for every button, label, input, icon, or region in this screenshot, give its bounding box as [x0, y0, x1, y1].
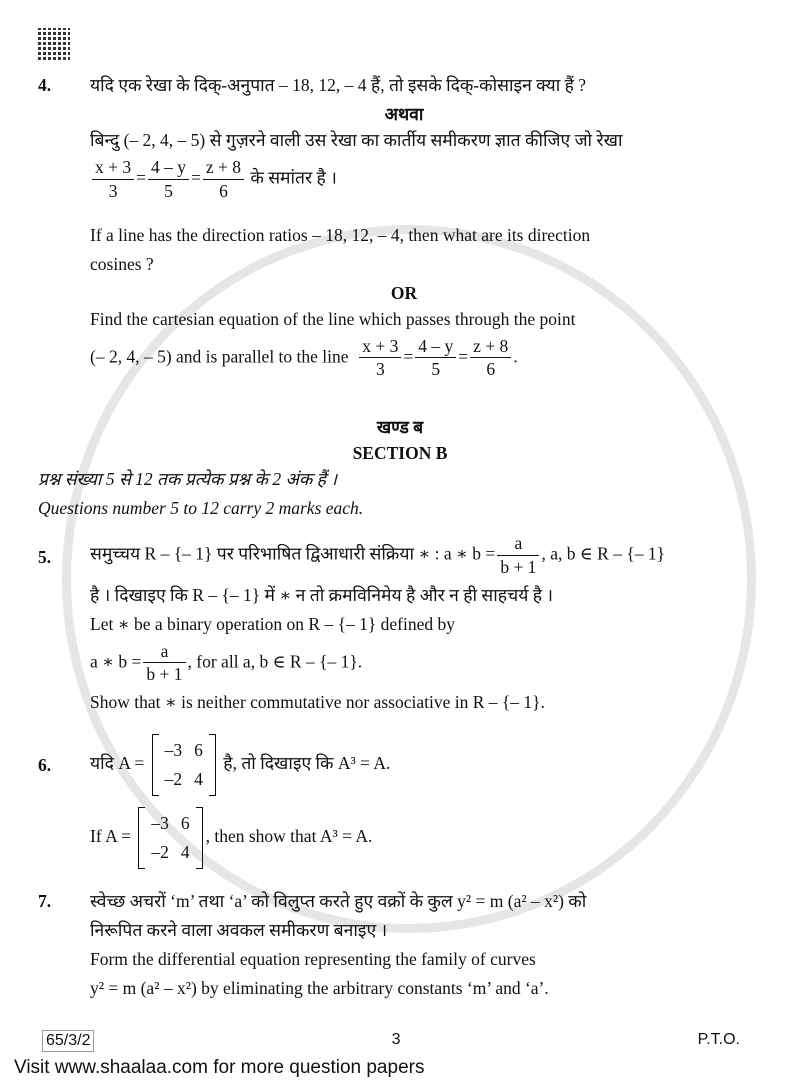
q5-english-3: Show that ∗ is neither commutative nor associative in R – {– 1}. [90, 692, 545, 712]
q6-english: If A = –3 6 –2 4 , then show that A³ = A. [90, 807, 718, 869]
section-note-english: Questions number 5 to 12 carry 2 marks each. [38, 498, 364, 518]
section-hindi: खण्ड ब [376, 417, 424, 437]
question-5 [38, 532, 718, 718]
question-7 [38, 888, 718, 1004]
paper-code: 65/3/2 [42, 1030, 94, 1052]
matrix-a: –3 6 –2 4 [138, 807, 202, 869]
section-title: SECTION B [352, 443, 448, 463]
q4-english-1: If a line has the direction ratios – 18, 12, – 4, then what are its direction [90, 224, 591, 245]
q4-hindi-or-1: बिन्दु (– 2, 4, – 5) से गुज़रने वाली उस रेखा का कार्तीय समीकरण ज्ञात कीजिए जो रेखा [90, 130, 623, 150]
q5-hindi-2: है । दिखाइए कि R – {– 1} में ∗ न तो क्रमविनिमेय है और न ही साहचर्य है । [90, 584, 554, 605]
page-number: 3 [391, 1031, 401, 1048]
section-note-hindi: प्रश्न संख्या 5 से 12 तक प्रत्येक प्रश्न के 2 अंक हैं । [38, 469, 337, 489]
q4-english-or-1: Find the cartesian equation of the line which passes through the point [90, 308, 576, 329]
q5-english-2: a ∗ b = $\frac{a}{b + 1}$ , for all a, b ∈ R – {– 1}. [90, 640, 363, 685]
q6-hindi: यदि A = –3 6 –2 4 है, तो दिखाइए कि A³ = A. [90, 734, 718, 796]
q7-hindi-2: निरूपित करने वाला अवकल समीकरण बनाइए । [90, 920, 388, 940]
question-number: 5. [38, 547, 52, 567]
question-4 [38, 72, 718, 384]
q4-english-2: cosines ? [90, 253, 154, 274]
question-number: 7. [38, 891, 52, 911]
visit-link[interactable]: Visit www.shaalaa.com for more question papers [14, 1057, 425, 1078]
or-label: OR [390, 282, 418, 303]
page-footer [42, 1030, 740, 1052]
q4-hindi-equation: $\frac{x + 3}{3}$ = $\frac{4 - y}{5}$ = $\frac{z + 8}{6}$ के समांतर है । [90, 156, 718, 203]
question-number: 4. [38, 75, 52, 95]
question-6 [38, 734, 718, 872]
q5-english-1: Let ∗ be a binary operation on R – {– 1} defined by [90, 613, 455, 634]
q4-english-or-2: (– 2, 4, – 5) and is parallel to the line $\frac{x + 3}{3}$ = $\frac{4 - y}{5}$ = $\frac{z + 8}{6}$ . [90, 335, 518, 380]
q7-english-2: y² = m (a² – x²) by eliminating the arbitrary constants ‘m’ and ‘a’. [90, 978, 549, 998]
question-number: 6. [38, 755, 52, 775]
athva-label: अथवा [384, 104, 424, 124]
q7-hindi-1: स्वेच्छ अचरों ‘m’ तथा ‘a’ को विलुप्त करते हुए वक्रों के कुल y² = m (a² – x²) को [90, 891, 587, 911]
q4-hindi: यदि एक रेखा के दिक्-अनुपात – 18, 12, – 4 हैं, तो इसके दिक्-कोसाइन क्या हैं ? [90, 75, 587, 95]
pto-label: P.T.O. [697, 1031, 740, 1048]
q7-english-1: Form the differential equation representing the family of curves [90, 949, 536, 969]
matrix-a: –3 6 –2 4 [152, 734, 216, 796]
q5-hindi-1: समुच्चय R – {– 1} पर परिभाषित द्विआधारी संक्रिया ∗ : a ∗ b = $\frac{a}{b + 1}$ , a, b ∈ R – {– 1} [90, 533, 666, 577]
